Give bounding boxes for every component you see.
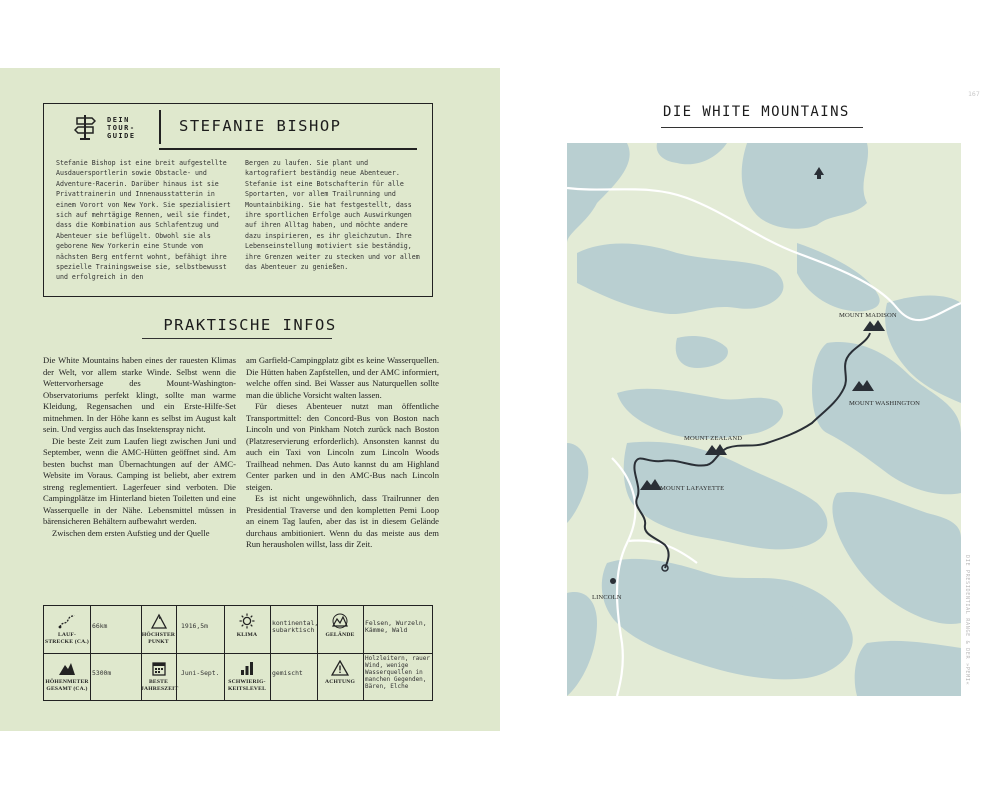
difficulty-icon — [238, 660, 256, 676]
stat-label: ACHTUNG — [325, 679, 355, 685]
guide-bio-col-1: Stefanie Bishop ist eine breit aufgestellte Ausdauersportlerin sowie Obstacle- und Adventure-Racerin. Darüber hinaus ist sie Privattrainerin und Innenausstatterin in einem Vorort von New York. Sie spezialisiert sich auf mehrtägige Rennen, weil sie findet, dass die Kombination aus Schlafentzug und Abenteuer sie beflügelt. Obwohl sie als geborene New Yorkerin eine Stunde vom nächsten Berg entfernt wohnt, befähigt ihre spezielle Trainingsweise sie, selbstbewusst und erfolgreich in den — [56, 159, 231, 282]
stat-label: LAUF- — [57, 632, 77, 638]
elevation-icon — [58, 660, 76, 676]
stat-label: HÖHENMETER — [45, 679, 89, 685]
guide-rule — [159, 148, 417, 150]
guide-bio-col-2: Bergen zu laufen. Sie plant und kartografiert beständig neue Abenteuer. Stefanie ist eine Botschafterin für alle Sportarten, vor allem Trailrunning und Mountainbiking. Sie hat festgestellt, dass ihre sportlichen Erfolge auch Auswirkungen auf ihren Alltag haben, und möchte andere dazu inspirieren, es ihr gleichzutun. Ihre Lebenseinstellung motiviert sie beständig, ihre Grenzen weiter zu stecken und vor allem das Abenteuer zu genießen. — [245, 159, 420, 272]
paragraph: Zwischen dem ersten Aufstieg und der Quelle — [52, 527, 210, 538]
guide-divider — [159, 110, 161, 144]
map-label-lafayette: MOUNT LAFAYETTE — [660, 485, 725, 492]
section-title-practical: PRAKTISCHE INFOS — [163, 316, 337, 334]
stat-value: Juni-Sept. — [181, 669, 220, 677]
terrain-icon — [331, 613, 349, 629]
stat-highest-point — [141, 606, 224, 654]
stat-terrain — [317, 606, 434, 654]
paragraph: Für dieses Abenteuer nutzt man öffentliche Transportmittel: den Concord-Bus von Boston nach Lincoln und von Pinkham Notch zurück nach Boston (Platzreservierung erforderlich). Ansonsten kannst du auch ein Taxi von Lincoln zum Lincoln Woods Trailhead nehmen. Das Auto kannst du am Highland Center parken und in den AMC-Bus nach Lincoln steigen. — [246, 401, 439, 492]
tour-guide-tag-line: DEIN — [107, 116, 130, 124]
stat-label: SCHWIERIG- — [228, 679, 266, 685]
section-rule — [142, 338, 332, 339]
map — [567, 143, 961, 696]
tour-guide-tag-line: GUIDE — [107, 132, 136, 140]
calendar-icon — [150, 660, 168, 676]
stats-table — [43, 605, 433, 701]
stat-difficulty — [224, 653, 317, 701]
stat-value: 5300m — [92, 669, 112, 677]
paragraph: am Garfield-Campingplatz gibt es keine Wasserquellen. Die Hütten haben Zapfstellen, und der AMC informiert, welche offen sind. Bei Wasser aus Naturquellen sollte man die übliche Vorsicht walten lassen. — [246, 355, 439, 400]
stat-value: kontinental, subarktisch — [272, 619, 319, 635]
tour-guide-box — [43, 103, 433, 297]
practical-col-1 — [43, 355, 236, 539]
map-label-washington: MOUNT WASHINGTON — [849, 400, 921, 407]
sun-icon — [238, 613, 256, 629]
stat-label: GESAMT (CA.) — [46, 685, 88, 692]
paragraph: Die beste Zeit zum Laufen liegt zwischen Juni und September, wenn die AMC-Hütten geöffnet sind. Am besten buchst man Übernachtungen auf der AMC-Website im Voraus. Camping ist beliebt, aber extrem streng reglementiert. Lagerfeuer sind verboten. Die Campingplätze im Hinterland bieten Toiletten und eine Wasserquelle in der Nähe. Lebensmittel müssen in bärensicheren Behältern aufbewahrt werden. — [43, 435, 236, 526]
side-running-title: DIE PRESIDENTIAL RANGE & DER »PEMI« — [964, 555, 970, 686]
stat-label: STRECKE (CA.) — [45, 638, 89, 645]
page-number: 167 — [968, 90, 980, 98]
map-title-rule — [661, 127, 863, 128]
stat-warning — [317, 653, 434, 701]
stat-label: PUNKT — [148, 638, 169, 645]
paragraph: Die White Mountains haben eines der rauesten Klimas der Welt, vor allem starke Winde. Selbst wenn die Wettervorhersage des Mount-Washington-Observatoriums perfekt klingt, sollte man warme Kleidung, Regensachen und ein Erste-Hilfe-Set mitnehmen. In der Höhe kann es selbst im August kalt sein. Und vergiss auch das Insektenspray nicht. — [43, 355, 236, 434]
map-svg — [567, 143, 961, 696]
tour-guide-tag-line: TOUR- — [107, 124, 136, 132]
stat-value: 1916,5m — [181, 622, 208, 630]
stat-distance — [44, 606, 141, 654]
stat-value: gemischt — [272, 669, 303, 677]
stat-value: 66km — [92, 622, 108, 630]
paragraph: Es ist nicht ungewöhnlich, dass Trailrunner den Presidential Traverse und den kompletten Pemi Loop an einem Tag laufen, aber das ist in diesem Gelände durchaus ambitioniert. Wenn du das meiste aus dem Run herausholen willst, lass dir Zeit. — [246, 493, 439, 549]
map-title: DIE WHITE MOUNTAINS — [663, 104, 850, 120]
stat-value: Felsen, Wurzeln, Kämme, Wald — [365, 619, 427, 635]
stat-label: KEITSLEVEL — [227, 685, 267, 692]
map-label-madison: MOUNT MADISON — [839, 312, 897, 319]
stat-label: GELÄNDE — [325, 632, 355, 638]
stat-elevation — [44, 653, 141, 701]
map-label-lincoln: LINCOLN — [592, 594, 622, 601]
map-label-zealand: MOUNT ZEALAND — [684, 435, 743, 442]
warning-icon — [331, 660, 349, 676]
tour-guide-header — [44, 104, 432, 150]
peak-icon — [150, 613, 168, 629]
tour-guide-tag — [107, 116, 143, 140]
stat-label: BESTE — [148, 679, 169, 685]
lincoln-marker — [610, 578, 616, 584]
practical-col-2 — [246, 355, 439, 551]
left-page — [0, 68, 500, 731]
stat-climate — [224, 606, 317, 654]
signpost-icon — [74, 114, 96, 140]
stat-label: HÖCHSTER — [141, 632, 176, 638]
route-icon — [58, 613, 76, 629]
guide-name: STEFANIE BISHOP — [179, 117, 342, 135]
stat-value: Holzleitern, rauer Wind, wenige Wasserquellen in manchen Gegenden, Bären, Elche — [365, 655, 431, 690]
stat-label: JAHRESZEIT — [141, 685, 179, 692]
stat-label: KLIMA — [236, 632, 258, 638]
stat-best-season — [141, 653, 224, 701]
